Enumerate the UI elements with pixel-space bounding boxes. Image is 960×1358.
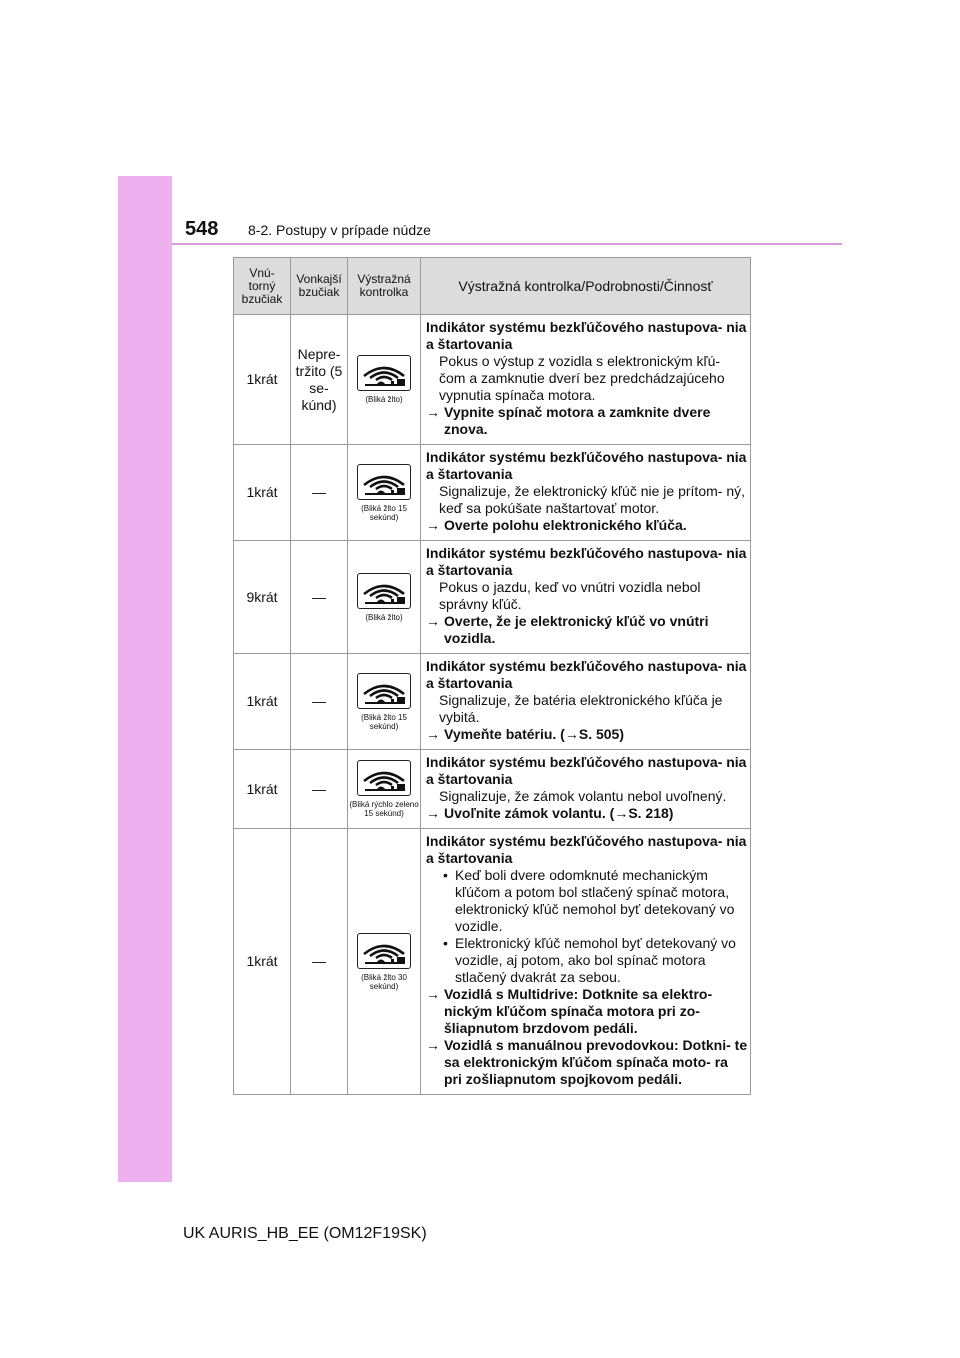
inner-buzzer-cell: 1krát (234, 654, 291, 750)
action-text: → Overte polohu elektronického kľúča. (426, 517, 687, 533)
lamp-caption: (Bliká žlto 15 sekúnd) (361, 712, 407, 731)
indicator-title: Indikátor systému bezkľúčového nastupova- nia a štartovania (426, 319, 747, 352)
table-row (234, 445, 751, 541)
smart-key-indicator-icon (357, 933, 411, 969)
action-text: → Vozidlá s manuálnou prevodovkou: Dotkni- te sa elektronickým kľúčom spínača moto- ra pri zošliapnutom spojkovom pedáli. (426, 1037, 748, 1087)
list-item: • Keď boli dvere odomknuté mechanickým kľúčom a potom bol stlačený spínač motora, elektronický kľúč nemohol byť detekovaný vo vozidle. (443, 867, 735, 934)
header-outer-buzzer: Vonkajší bzučiak (291, 258, 348, 315)
indicator-text: Pokus o výstup z vozidla s elektronickým kľú- čom a zamknutie dverí bez predchádzajúceho vypnutia spínača motora. (439, 353, 725, 403)
header-details: Výstražná kontrolka/Podrobnosti/Činnosť (421, 258, 751, 315)
lamp-caption: (Bliká žlto) (365, 395, 403, 404)
lamp-caption: (Bliká žlto) (365, 612, 403, 622)
warning-light-cell (348, 750, 421, 829)
inner-buzzer-cell: 1krát (234, 829, 291, 1095)
indicator-title: Indikátor systému bezkľúčového nastupova- nia a štartovania (426, 658, 747, 691)
table-header-row (234, 258, 751, 315)
outer-buzzer-cell: — (291, 445, 348, 541)
arrow-icon: → (426, 613, 440, 629)
arrow-icon: → (426, 404, 440, 420)
inner-buzzer-cell: 9krát (234, 541, 291, 654)
section-title: 8-2. Postupy v prípade núdze (248, 222, 431, 238)
header-rule (172, 243, 842, 245)
bullet-list (426, 867, 748, 986)
list-item: • Elektronický kľúč nemohol byť detekovaný vo vozidle, aj potom, ako bol spínač motora stlačený dvakrát za sebou. (443, 935, 736, 985)
bullet-icon: • (443, 935, 448, 951)
table-row (234, 829, 751, 1095)
smart-key-indicator-icon (357, 573, 411, 609)
details-cell (421, 654, 751, 750)
details-cell (421, 315, 751, 445)
indicator-title: Indikátor systému bezkľúčového nastupova- nia a štartovania (426, 449, 747, 482)
table-row (234, 654, 751, 750)
warning-light-cell (348, 445, 421, 541)
arrow-icon: → (426, 1037, 440, 1053)
outer-buzzer-cell: Nepre- tržito (5 se- kúnd) (291, 315, 348, 445)
bullet-icon: • (443, 867, 448, 883)
arrow-icon: → (614, 805, 629, 821)
arrow-icon: → (426, 805, 440, 821)
outer-buzzer-cell: — (291, 750, 348, 829)
lamp-caption: (Bliká rýchlo zeleno 15 sekúnd) (349, 800, 419, 818)
smart-key-indicator-icon (357, 464, 411, 500)
details-cell (421, 541, 751, 654)
details-cell (421, 445, 751, 541)
table-row (234, 315, 751, 445)
lamp-caption: (Bliká žlto 15 sekúnd) (361, 503, 407, 522)
action-text: → Vypnite spínač motora a zamknite dvere znova. (426, 404, 711, 437)
table-row (234, 541, 751, 654)
arrow-icon: → (426, 986, 440, 1002)
inner-buzzer-cell: 1krát (234, 315, 291, 445)
action-text: → Vozidlá s Multidrive: Dotknite sa elektro- nickým kľúčom spínača motora pri zo- šliapnutom brzdovom pedáli. (426, 986, 713, 1036)
header-inner-buzzer: Vnú- torný bzučiak (234, 258, 291, 315)
header-warning-light: Výstražná kontrolka (348, 258, 421, 315)
arrow-icon: → (564, 726, 579, 742)
outer-buzzer-cell: — (291, 829, 348, 1095)
inner-buzzer-cell: 1krát (234, 445, 291, 541)
indicator-title: Indikátor systému bezkľúčového nastupova- nia a štartovania (426, 754, 747, 787)
indicator-title: Indikátor systému bezkľúčového nastupova- nia a štartovania (426, 545, 747, 578)
action-text: → Vymeňte batériu. (→S. 505) (426, 726, 624, 742)
action-text: → Overte, že je elektronický kľúč vo vnútri vozidla. (426, 613, 709, 646)
arrow-icon: → (426, 726, 440, 742)
indicator-text: Signalizuje, že elektronický kľúč nie je prítom- ný, keď sa pokúšate naštartovať motor. (439, 483, 745, 516)
outer-buzzer-cell: — (291, 541, 348, 654)
table-row (234, 750, 751, 829)
lamp-caption: (Bliká žlto 30 sekúnd) (361, 972, 407, 991)
indicator-text: Pokus o jazdu, keď vo vnútri vozidla nebol správny kľúč. (439, 579, 701, 612)
warning-light-cell (348, 315, 421, 445)
page-number: 548 (185, 218, 219, 240)
inner-buzzer-cell: 1krát (234, 750, 291, 829)
outer-buzzer-cell: — (291, 654, 348, 750)
warning-light-cell (348, 829, 421, 1095)
smart-key-indicator-icon (357, 760, 411, 796)
action-text: → Uvoľnite zámok volantu. (→S. 218) (426, 805, 674, 821)
indicator-text: Signalizuje, že batéria elektronického kľúča je vybitá. (439, 692, 723, 725)
chapter-sidebar (118, 176, 172, 1182)
warning-table (233, 257, 751, 1095)
indicator-text: Signalizuje, že zámok volantu nebol uvoľnený. (439, 788, 727, 804)
smart-key-indicator-icon (357, 673, 411, 709)
indicator-title: Indikátor systému bezkľúčového nastupova- nia a štartovania (426, 833, 747, 866)
footer-model-code: UK AURIS_HB_EE (OM12F19SK) (183, 1225, 427, 1242)
arrow-icon: → (426, 517, 440, 533)
smart-key-indicator-icon (357, 355, 411, 391)
details-cell (421, 829, 751, 1095)
details-cell (421, 750, 751, 829)
warning-light-cell (348, 541, 421, 654)
warning-light-cell (348, 654, 421, 750)
